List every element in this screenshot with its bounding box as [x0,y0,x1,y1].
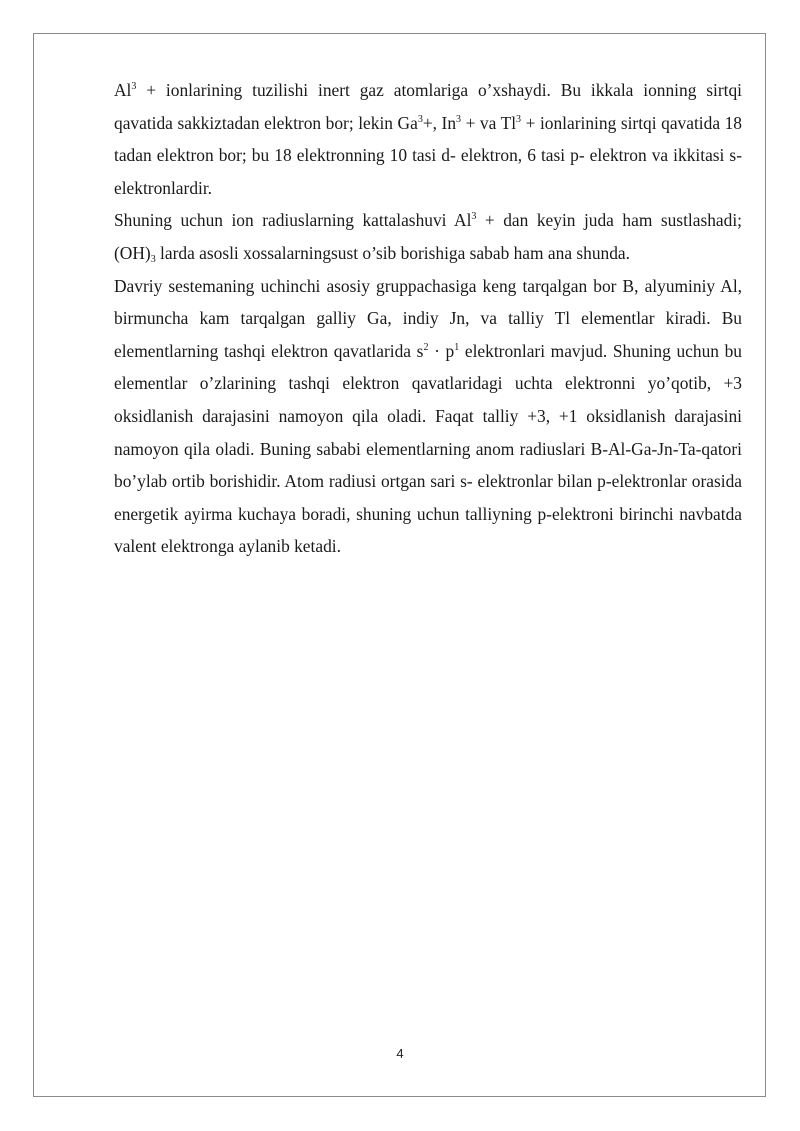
paragraph-2 [114,204,742,269]
superscript: 3 [471,211,477,223]
paragraph-3 [114,270,742,563]
text-run: Davriy sestemaning uchinchi asosiy gruppachasiga keng tarqalgan bor B, alyuminiy Al, birmuncha kam tarqalgan galliy Ga, indiy Jn, va talliy Tl elementlar kiradi. Bu elementlarning tashqi elektron qavatlarida s [114,275,742,361]
text-run: elektronlari mavjud. Shuning uchun bu elementlar o’zlarining tashqi elektron qavatlaridagi uchta elektronni yo’qotib, +3 oksidlanish darajasini namoyon qila oladi. Faqat talliy +3, +1 oksidlanish darajasini namoyon qila oladi. Buning sababi elementlarning anom radiuslari B-Al-Ga-Jn-Ta-qatori bo’ylab ortib borishidir. Atom radiusi ortgan sari s- elektronlar bilan p-elektronlar orasida energetik ayirma kuchaya boradi, shuning uchun talliyning p-elektroni birinchi navbatda valent elektronga aylanib ketadi. [114,340,743,557]
page-number: 4 [396,1046,404,1061]
superscript: 2 [423,341,429,353]
superscript: 3 [131,81,137,92]
text-run: Shuning uchun ion radiuslarning kattalashuvi Al [114,210,472,231]
body-text [114,74,742,563]
paragraph-1 [114,74,742,204]
text-run: larda asosli xossalarningsust o’sib borishiga sabab ham ana shunda. [155,242,630,263]
text-run: + ionlarining sirtqi qavatida 18 tadan elektron bor; bu 18 elektronning 10 tasi d- elektron, 6 tasi p- elektron va ikkitasi s- elektronlardir. [114,112,742,198]
text-run: · p [428,340,455,361]
text-run: Al [114,80,132,100]
text-run: +, In [422,112,457,133]
superscript: 3 [456,113,462,125]
text-run: + ionlarining tuzilishi inert gaz atomlariga o’xshaydi. Bu ikkala ionning sirtqi qavatida sakkiztadan elektron bor; lekin Ga [114,80,742,133]
subscript: 3 [150,253,156,265]
superscript: 3 [516,113,522,125]
superscript: 1 [454,341,460,353]
text-run: + va Tl [461,112,517,133]
superscript: 3 [417,113,423,125]
text-run: + dan keyin juda ham sustlashadi; (OH) [114,210,742,263]
